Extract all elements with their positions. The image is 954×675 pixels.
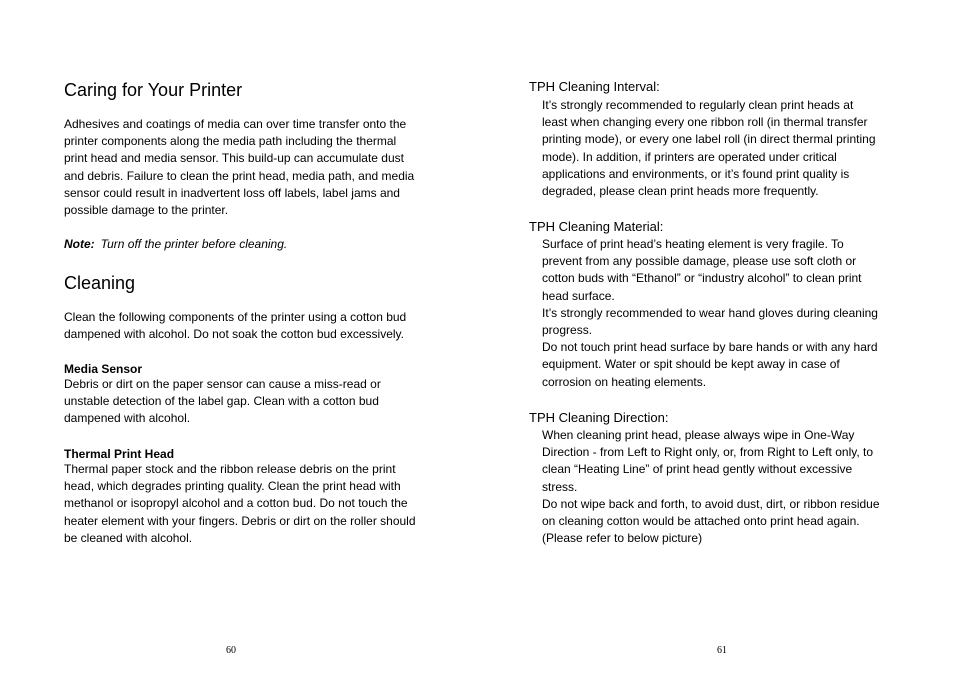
media-sensor-line: unstable detection of the label gap. Clean with a cotton bud — [64, 394, 379, 409]
note — [64, 236, 287, 252]
intro-line: print head and media sensor. This build-up can accumulate dust — [64, 151, 404, 166]
note-text: Turn off the printer before cleaning. — [100, 237, 288, 251]
direction-line: (Please refer to below picture) — [542, 531, 703, 546]
thermal-line: methanol or isopropyl alcohol and a cotton bud. Do not touch the — [64, 496, 408, 511]
thermal-print-head-paragraph — [64, 461, 416, 547]
material-line: corrosion on heating elements. — [542, 374, 707, 389]
thermal-line: heater element with your fingers. Debris or dirt on the roller should — [64, 513, 416, 528]
section-title-cleaning: Cleaning — [64, 273, 136, 293]
interval-line: degraded, please clean print heads more frequently. — [542, 184, 819, 199]
tph-direction-paragraph — [542, 427, 880, 547]
right-page — [477, 0, 954, 675]
material-line: prevent from any possible damage, please use soft cloth or — [542, 254, 857, 269]
media-sensor-line: Debris or dirt on the paper sensor can cause a miss-read or — [64, 377, 381, 391]
material-line: It’s strongly recommended to wear hand gloves during cleaning — [542, 305, 878, 320]
tph-direction-title: TPH Cleaning Direction: — [529, 410, 669, 425]
media-sensor-paragraph — [64, 376, 381, 428]
tph-interval-paragraph — [542, 97, 876, 200]
direction-line: Direction - from Left to Right only, or, from Right to Left only, to — [542, 445, 874, 460]
intro-line: possible damage to the printer. — [64, 203, 229, 218]
thermal-print-head-heading: Thermal Print Head — [64, 447, 175, 461]
material-line: Surface of print head’s heating element is very fragile. To — [542, 237, 844, 251]
interval-line: least when changing every one ribbon roll (in thermal transfer — [542, 115, 868, 130]
material-line: cotton buds with “Ethanol” or “industry alcohol” to clean print — [542, 271, 862, 286]
direction-line: Do not wipe back and forth, to avoid dust, dirt, or ribbon residue — [542, 496, 880, 511]
media-sensor-line: dampened with alcohol. — [64, 411, 191, 426]
intro-line: printer components along the media path including the thermal — [64, 134, 397, 149]
thermal-line: head, which degrades printing quality. Clean the print head with — [64, 479, 401, 494]
intro-line: Adhesives and coatings of media can over time transfer onto the — [64, 117, 407, 131]
page-title-caring: Caring for Your Printer — [64, 80, 243, 100]
tph-material-title: TPH Cleaning Material: — [529, 219, 664, 234]
material-line: progress. — [542, 323, 593, 338]
tph-material-paragraph — [542, 236, 878, 391]
page-number-right: 61 — [717, 645, 727, 656]
interval-line: printing mode), or every one label roll (in direct thermal printing — [542, 132, 876, 147]
note-label: Note: — [64, 237, 95, 251]
material-line: head surface. — [542, 288, 615, 303]
thermal-line: be cleaned with alcohol. — [64, 530, 193, 545]
interval-line: mode). In addition, if printers are operated under critical — [542, 149, 837, 164]
cleaning-line: Clean the following components of the printer using a cotton bud — [64, 310, 407, 324]
tph-interval-title: TPH Cleaning Interval: — [529, 79, 660, 94]
interval-line: applications and environments, or it’s found print quality is — [542, 166, 850, 181]
intro-line: and debris. Failure to clean the print head, media path, and media — [64, 168, 415, 183]
direction-line: When cleaning print head, please always wipe in One-Way — [542, 428, 855, 442]
media-sensor-heading: Media Sensor — [64, 362, 143, 376]
page-number-left: 60 — [226, 645, 236, 656]
direction-line: on cleaning cotton would be attached onto print head again. — [542, 514, 860, 529]
material-line: equipment. Water or spit should be kept away in case of — [542, 357, 840, 372]
direction-line: stress. — [542, 479, 578, 494]
cleaning-line: dampened with alcohol. Do not soak the cotton bud excessively. — [64, 327, 404, 342]
direction-line: clean “Heating Line” of print head gently without excessive — [542, 462, 853, 477]
thermal-line: Thermal paper stock and the ribbon release debris on the print — [64, 462, 396, 476]
intro-paragraph — [64, 116, 414, 219]
material-line: Do not touch print head surface by bare hands or with any hard — [542, 340, 878, 355]
cleaning-paragraph — [64, 309, 406, 343]
intro-line: sensor could result in inadvertent loss off labels, label jams and — [64, 185, 400, 200]
interval-line: It’s strongly recommended to regularly clean print heads at — [542, 98, 854, 112]
